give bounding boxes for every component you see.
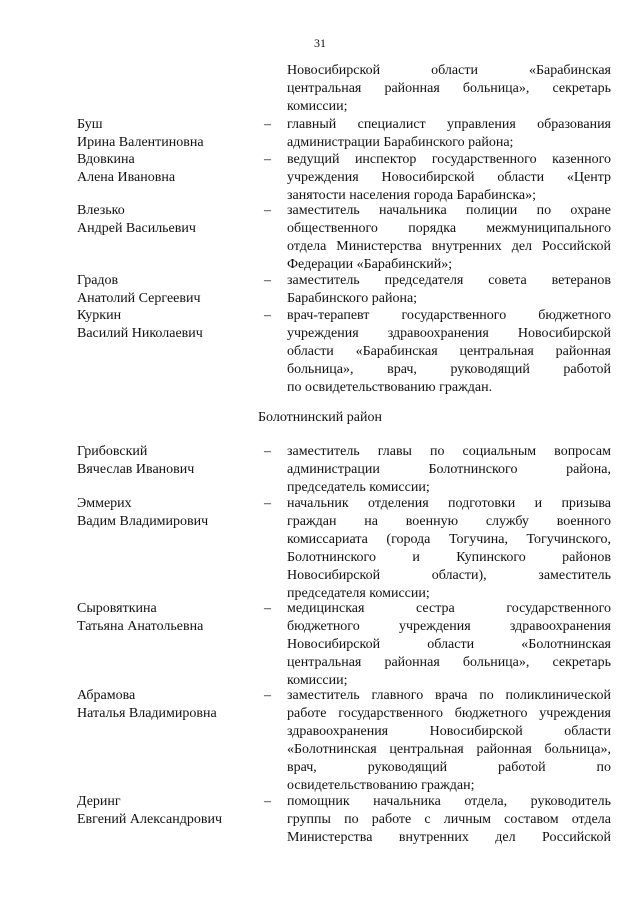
member-description-line: по освидетельствованию граждан. — [287, 380, 493, 395]
member-description-line: группы по работе с личным составом отдела — [287, 812, 611, 827]
member-surname: Влезько — [77, 203, 125, 218]
member-dash: – — [264, 444, 271, 459]
member-surname: Сыровяткина — [77, 601, 157, 616]
member-dash: – — [264, 496, 271, 511]
member-description-line: заместитель председателя совета ветеранов — [287, 273, 611, 288]
member-given-name: Татьяна Анатольевна — [77, 619, 204, 634]
member-description-line: администрации Болотнинского района, — [287, 462, 611, 477]
member-description-line: центральная районная больница», секретарь — [287, 655, 611, 670]
member-description-line: врач, руководящий работой по — [287, 760, 611, 775]
member-description-line: администрации Барабинского района; — [287, 135, 514, 150]
member-given-name: Наталья Владимировна — [77, 706, 217, 721]
member-description-line: бюджетного учреждения здравоохранения — [287, 619, 611, 634]
member-description-line: учреждения здравоохранения Новосибирской — [287, 326, 611, 341]
member-dash: – — [264, 308, 271, 323]
member-given-name: Вячеслав Иванович — [77, 462, 195, 477]
member-description-line: медицинская сестра государственного — [287, 601, 611, 616]
member-surname: Вдовкина — [77, 152, 135, 167]
member-description-line: работе государственного бюджетного учреждения — [287, 706, 611, 721]
member-description-line: главный специалист управления образования — [287, 117, 611, 132]
member-given-name: Алена Ивановна — [77, 170, 176, 185]
continuation-line: центральная районная больница», секретарь — [287, 81, 611, 96]
member-description-line: комиссии; — [287, 673, 348, 688]
member-description-line: комиссариата (города Тогучина, Тогучинского, — [287, 532, 611, 547]
member-description-line: врач-терапевт государственного бюджетного — [287, 308, 611, 323]
member-description-line: заместитель главного врача по поликлинической — [287, 688, 611, 703]
member-description-line: заместитель главы по социальным вопросам — [287, 444, 611, 459]
member-given-name: Анатолий Сергеевич — [77, 291, 201, 306]
member-given-name: Ирина Валентиновна — [77, 135, 204, 150]
member-description-line: здравоохранения Новосибирской области — [287, 724, 611, 739]
member-description-line: больница», врач, руководящий работой — [287, 362, 611, 377]
member-dash: – — [264, 794, 271, 809]
member-given-name: Вадим Владимирович — [77, 514, 209, 529]
continuation-line: Новосибирской области «Барабинская — [287, 63, 611, 78]
member-dash: – — [264, 203, 271, 218]
member-dash: – — [264, 273, 271, 288]
continuation-line: комиссии; — [287, 99, 348, 114]
member-description-line: учреждения Новосибирской области «Центр — [287, 170, 611, 185]
page-number: 31 — [314, 36, 326, 50]
member-description-line: Барабинского района; — [287, 291, 418, 306]
member-description-line: председателя комиссии; — [287, 586, 430, 601]
member-description-line: Болотнинского и Купинского районов — [287, 550, 611, 565]
section-heading: Болотнинский район — [258, 410, 382, 425]
member-description-line: начальник отделения подготовки и призыва — [287, 496, 611, 511]
member-description-line: Новосибирской области «Болотнинская — [287, 637, 611, 652]
member-surname: Эммерих — [77, 496, 132, 511]
member-description-line: общественного порядка межмуниципального — [287, 221, 611, 236]
member-description-line: занятости населения города Барабинска»; — [287, 188, 537, 203]
member-description-line: заместитель начальника полиции по охране — [287, 203, 611, 218]
member-dash: – — [264, 601, 271, 616]
member-surname: Абрамова — [77, 688, 136, 703]
member-dash: – — [264, 117, 271, 132]
member-surname: Деринг — [77, 794, 121, 809]
member-surname: Градов — [77, 273, 119, 288]
member-surname: Грибовский — [77, 444, 148, 459]
member-description-line: ведущий инспектор государственного казенного — [287, 152, 611, 167]
member-description-line: помощник начальника отдела, руководитель — [287, 794, 611, 809]
member-given-name: Евгений Александрович — [77, 812, 223, 827]
member-dash: – — [264, 688, 271, 703]
member-description-line: Новосибирской области), заместитель — [287, 568, 611, 583]
member-description-line: «Болотнинская центральная районная больница», — [287, 742, 611, 757]
member-description-line: отдела Министерства внутренних дел Российской — [287, 239, 611, 254]
member-given-name: Василий Николаевич — [77, 326, 203, 341]
member-description-line: граждан на военную службу военного — [287, 514, 611, 529]
member-description-line: области «Барабинская центральная районная — [287, 344, 611, 359]
member-description-line: Министерства внутренних дел Российской — [287, 830, 611, 845]
member-surname: Куркин — [77, 308, 122, 323]
member-description-line: Федерации «Барабинский»; — [287, 257, 453, 272]
member-surname: Буш — [77, 117, 103, 132]
member-description-line: освидетельствованию граждан; — [287, 778, 475, 793]
member-description-line: председатель комиссии; — [287, 480, 430, 495]
member-dash: – — [264, 152, 271, 167]
member-given-name: Андрей Васильевич — [77, 221, 196, 236]
